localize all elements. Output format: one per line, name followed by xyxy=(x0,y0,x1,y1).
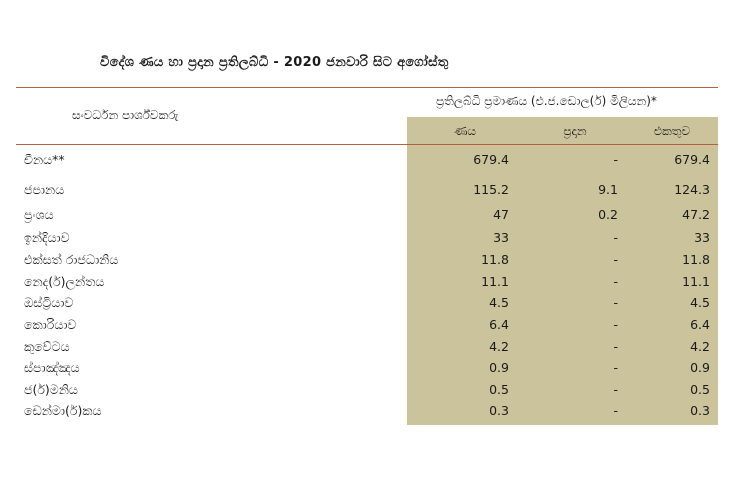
row-grant-value: - xyxy=(613,382,618,397)
row-grant-value: - xyxy=(613,360,618,375)
row-grant-value: - xyxy=(613,317,618,332)
table-row xyxy=(0,272,734,294)
row-grant-value: - xyxy=(613,274,618,289)
row-total-value: 124.3 xyxy=(674,182,710,197)
row-grant-value: - xyxy=(613,230,618,245)
header-divider xyxy=(16,144,718,145)
row-partner-name: ප්‍රංශය xyxy=(24,207,54,222)
table-row xyxy=(0,380,734,402)
row-partner-name: ස්පාඤ්ඤය xyxy=(24,360,80,375)
row-partner-name: චීනය** xyxy=(24,152,65,167)
row-partner-name: එක්සත් රාජධානිය xyxy=(24,252,119,267)
row-total-value: 33 xyxy=(694,230,710,245)
row-total-value: 4.5 xyxy=(690,295,710,310)
table-title: විදේශ ණය හා ප්‍රදාන ප්‍රතිලබ්ධි - 2020 ජනවාරි සිට අගෝස්තු xyxy=(100,55,449,70)
table-row xyxy=(0,250,734,272)
row-grant-value: 9.1 xyxy=(598,182,618,197)
row-loan-value: 11.1 xyxy=(481,274,509,289)
row-grant-value: - xyxy=(613,403,618,418)
row-grant-value: - xyxy=(613,339,618,354)
table-row xyxy=(0,401,734,423)
row-grant-value: - xyxy=(613,295,618,310)
row-loan-value: 115.2 xyxy=(473,182,509,197)
row-loan-value: 0.5 xyxy=(489,382,509,397)
row-total-value: 679.4 xyxy=(674,152,710,167)
header-amount: ප්‍රතිලබ්ධි ප්‍රමාණය (එ.ජ.ඩොල(ර්) මිලියන)* xyxy=(436,94,657,108)
row-total-value: 6.4 xyxy=(690,317,710,332)
row-total-value: 0.3 xyxy=(690,403,710,418)
top-divider xyxy=(16,87,718,88)
table-row xyxy=(0,150,734,172)
row-partner-name: ඩෙන්මා(ර්)කය xyxy=(24,403,102,418)
row-loan-value: 4.5 xyxy=(489,295,509,310)
row-total-value: 47.2 xyxy=(682,207,710,222)
table-row xyxy=(0,228,734,250)
row-total-value: 11.1 xyxy=(682,274,710,289)
row-loan-value: 0.3 xyxy=(489,403,509,418)
header-partner: සංවර්ධන පාර්ශ්වකරු xyxy=(72,108,179,122)
row-total-value: 0.9 xyxy=(690,360,710,375)
row-loan-value: 11.8 xyxy=(481,252,509,267)
table-row xyxy=(0,180,734,202)
row-partner-name: නෙද(ර්)ලන්තය xyxy=(24,274,105,289)
table-row xyxy=(0,358,734,380)
row-loan-value: 47 xyxy=(493,207,509,222)
row-total-value: 4.2 xyxy=(690,339,710,354)
row-total-value: 11.8 xyxy=(682,252,710,267)
column-header-loan: ණය xyxy=(453,124,477,138)
row-loan-value: 4.2 xyxy=(489,339,509,354)
row-partner-name: ජපානය xyxy=(24,182,65,197)
table-row xyxy=(0,293,734,315)
row-loan-value: 679.4 xyxy=(473,152,509,167)
row-partner-name: ඔස්ට්‍රියාව xyxy=(24,295,74,310)
row-partner-name: ජ(ර්)මනිය xyxy=(24,382,78,397)
column-header-grant: ප්‍රදාන xyxy=(563,124,587,138)
table-row xyxy=(0,205,734,227)
row-partner-name: ඉන්දියාව xyxy=(24,230,70,245)
row-loan-value: 0.9 xyxy=(489,360,509,375)
column-header-total: එකතුව xyxy=(653,124,691,138)
row-partner-name: කුවේටය xyxy=(24,339,70,354)
row-loan-value: 33 xyxy=(493,230,509,245)
row-total-value: 0.5 xyxy=(690,382,710,397)
row-grant-value: - xyxy=(613,152,618,167)
table-row xyxy=(0,315,734,337)
row-partner-name: කොරියාව xyxy=(24,317,77,332)
row-grant-value: - xyxy=(613,252,618,267)
row-loan-value: 6.4 xyxy=(489,317,509,332)
row-grant-value: 0.2 xyxy=(598,207,618,222)
table-row xyxy=(0,337,734,359)
